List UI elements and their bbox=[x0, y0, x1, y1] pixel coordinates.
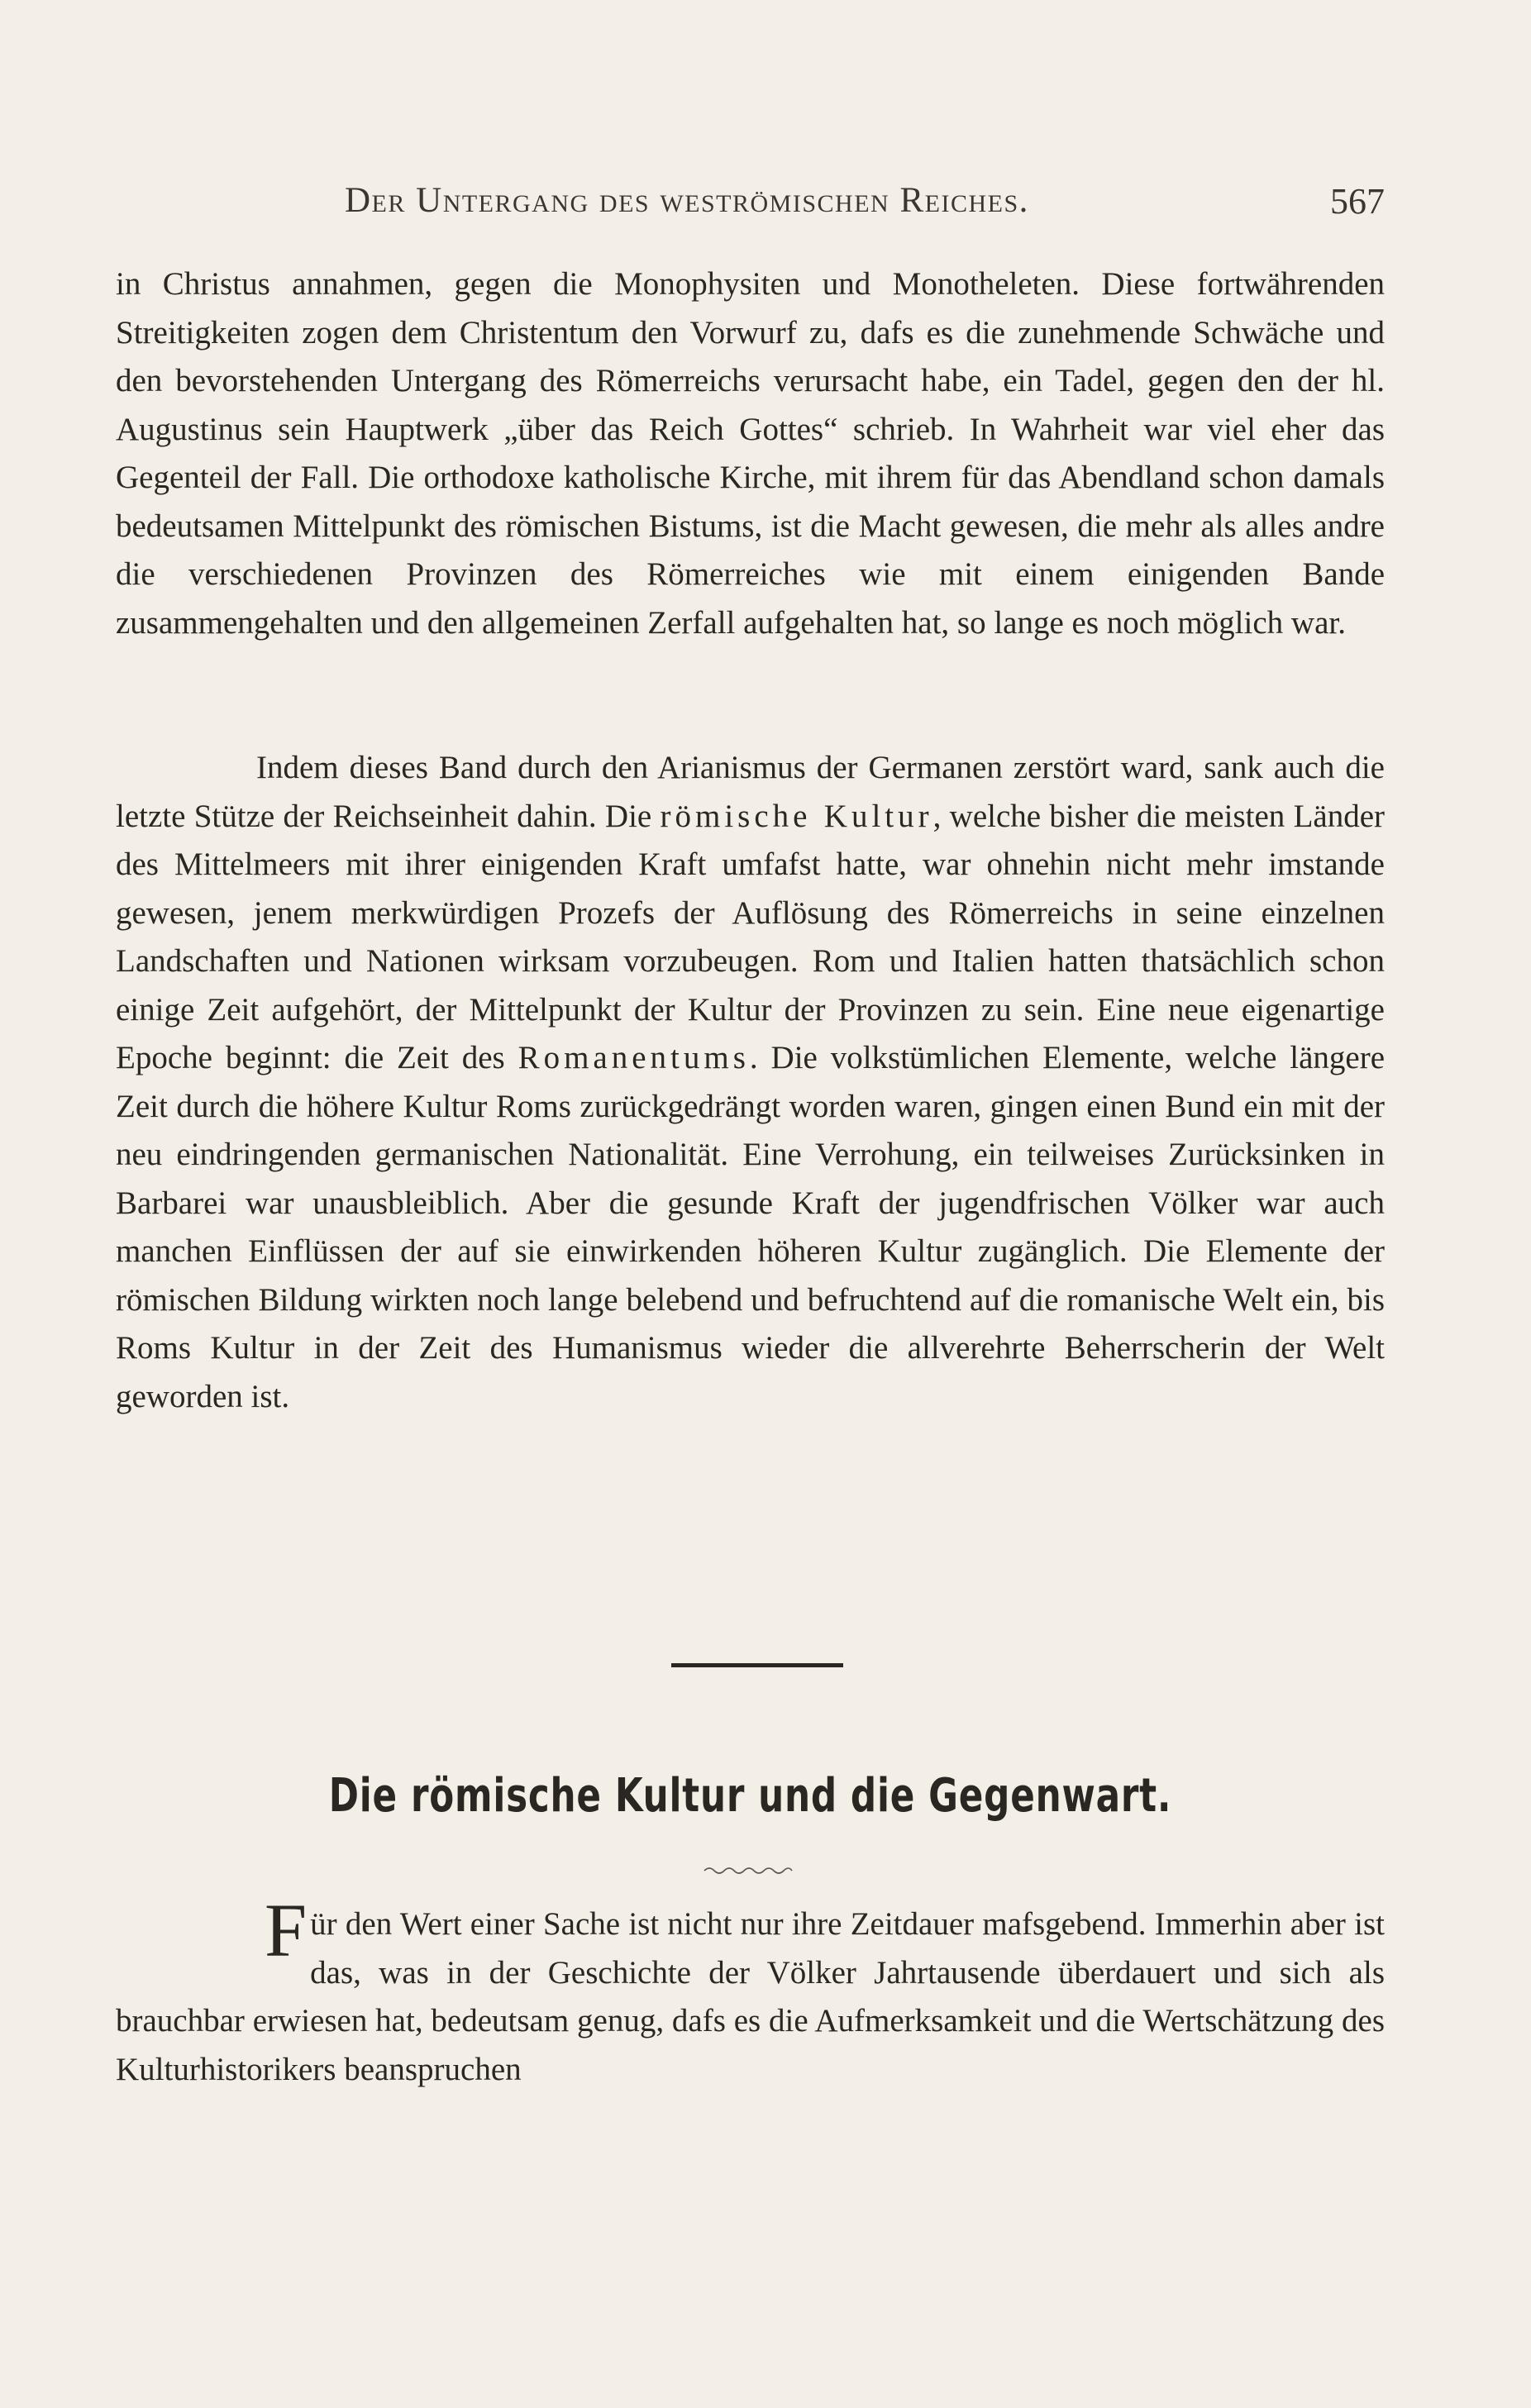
paragraph-1: in Christus annahmen, gegen die Monophysiten und Monotheleten. Diese fortwährenden Streitigkeiten zogen dem Christentum den Vorwurf zu, dafs es die zunehmende Schwäche und den bevorstehenden Untergang des Römerreichs verursacht habe, ein Tadel, gegen den der hl. Augustinus sein Hauptwerk „über das Reich Gottes“ schrieb. In Wahrheit war viel eher das Gegenteil der Fall. Die orthodoxe katholische Kirche, mit ihrem für das Abendland schon damals bedeutsamen Mittelpunkt des römischen Bistums, ist die Macht gewesen, die mehr als alles andre die verschiedenen Provinzen des Römerreiches wie mit einem einigenden Bande zusammengehalten und den allgemeinen Zerfall aufgehalten hat, so lange es noch möglich war. bbox=[116, 266, 1385, 641]
page-number: 567 bbox=[1330, 181, 1385, 222]
paragraph-2-text-1: Indem dieses Band durch den Arianismus der Germanen zerstört ward, sank auch die letzte Stütze der Reichseinheit dahin. Die bbox=[116, 750, 1385, 834]
section-heading: Die römische Kultur und die Gegenwart. bbox=[328, 1769, 1172, 1823]
paragraph-2 bbox=[116, 744, 1385, 1421]
paragraph-2-text-2: , welche bisher die meisten Länder des Mittelmeers mit ihrer einigenden Kraft umfafst hatte, war ohnehin nicht mehr imstande gewesen, jenem merkwürdigen Prozefs der Auflösung des Römerreichs in seine einzelnen Landschaften und Nationen wirksam vorzubeugen. Rom und Italien hatten thatsächlich schon einige Zeit aufgehört, der Mittelpunkt der Kultur der Provinzen zu sein. Eine neue eigenartige Epoche beginnt: die Zeit des bbox=[116, 798, 1385, 1075]
running-title: Der Untergang des weströmischen Reiches. bbox=[345, 181, 1029, 220]
running-head bbox=[116, 180, 1385, 230]
section-separator-rule bbox=[671, 1663, 843, 1667]
section-paragraph bbox=[116, 1888, 1385, 2094]
paragraph-2-text-3: . Die volkstümlichen Elemente, welche längere Zeit durch die höhere Kultur Roms zurückgedrängt worden waren, gingen einen Bund ein mit der neu eindringenden germanischen Nationalität. Eine Verrohung, ein teilweises Zurücksinken in Barbarei war unausbleiblich. Aber die gesunde Kraft der jugendfrischen Völker war auch manchen Einflüssen der auf sie einwirkenden höheren Kultur zugänglich. Die Elemente der römischen Bildung wirkten noch lange belebend und befruchtend auf die romanische Welt ein, bis Roms Kultur in der Zeit des Humanismus wieder die allverehrte Beherrscherin der Welt geworden ist. bbox=[116, 1040, 1386, 1414]
section-paragraph-text: ür den Wert einer Sache ist nicht nur ihre Zeitdauer mafsgebend. Immerhin aber ist das, was in der Geschichte der Völker Jahrtausende überdauert und sich als brauchbar erwiesen hat, bedeutsam genug, dafs es die Aufmerksamkeit und die Wertschätzung des Kulturhistorikers beanspruchen bbox=[116, 1906, 1385, 2087]
emphasis-roman-culture: römische Kultur bbox=[660, 798, 933, 834]
drop-cap-letter: F bbox=[265, 1888, 308, 1972]
emphasis-romanentum: Romanentums bbox=[517, 1040, 750, 1075]
wavy-ornament-icon bbox=[703, 1863, 794, 1875]
